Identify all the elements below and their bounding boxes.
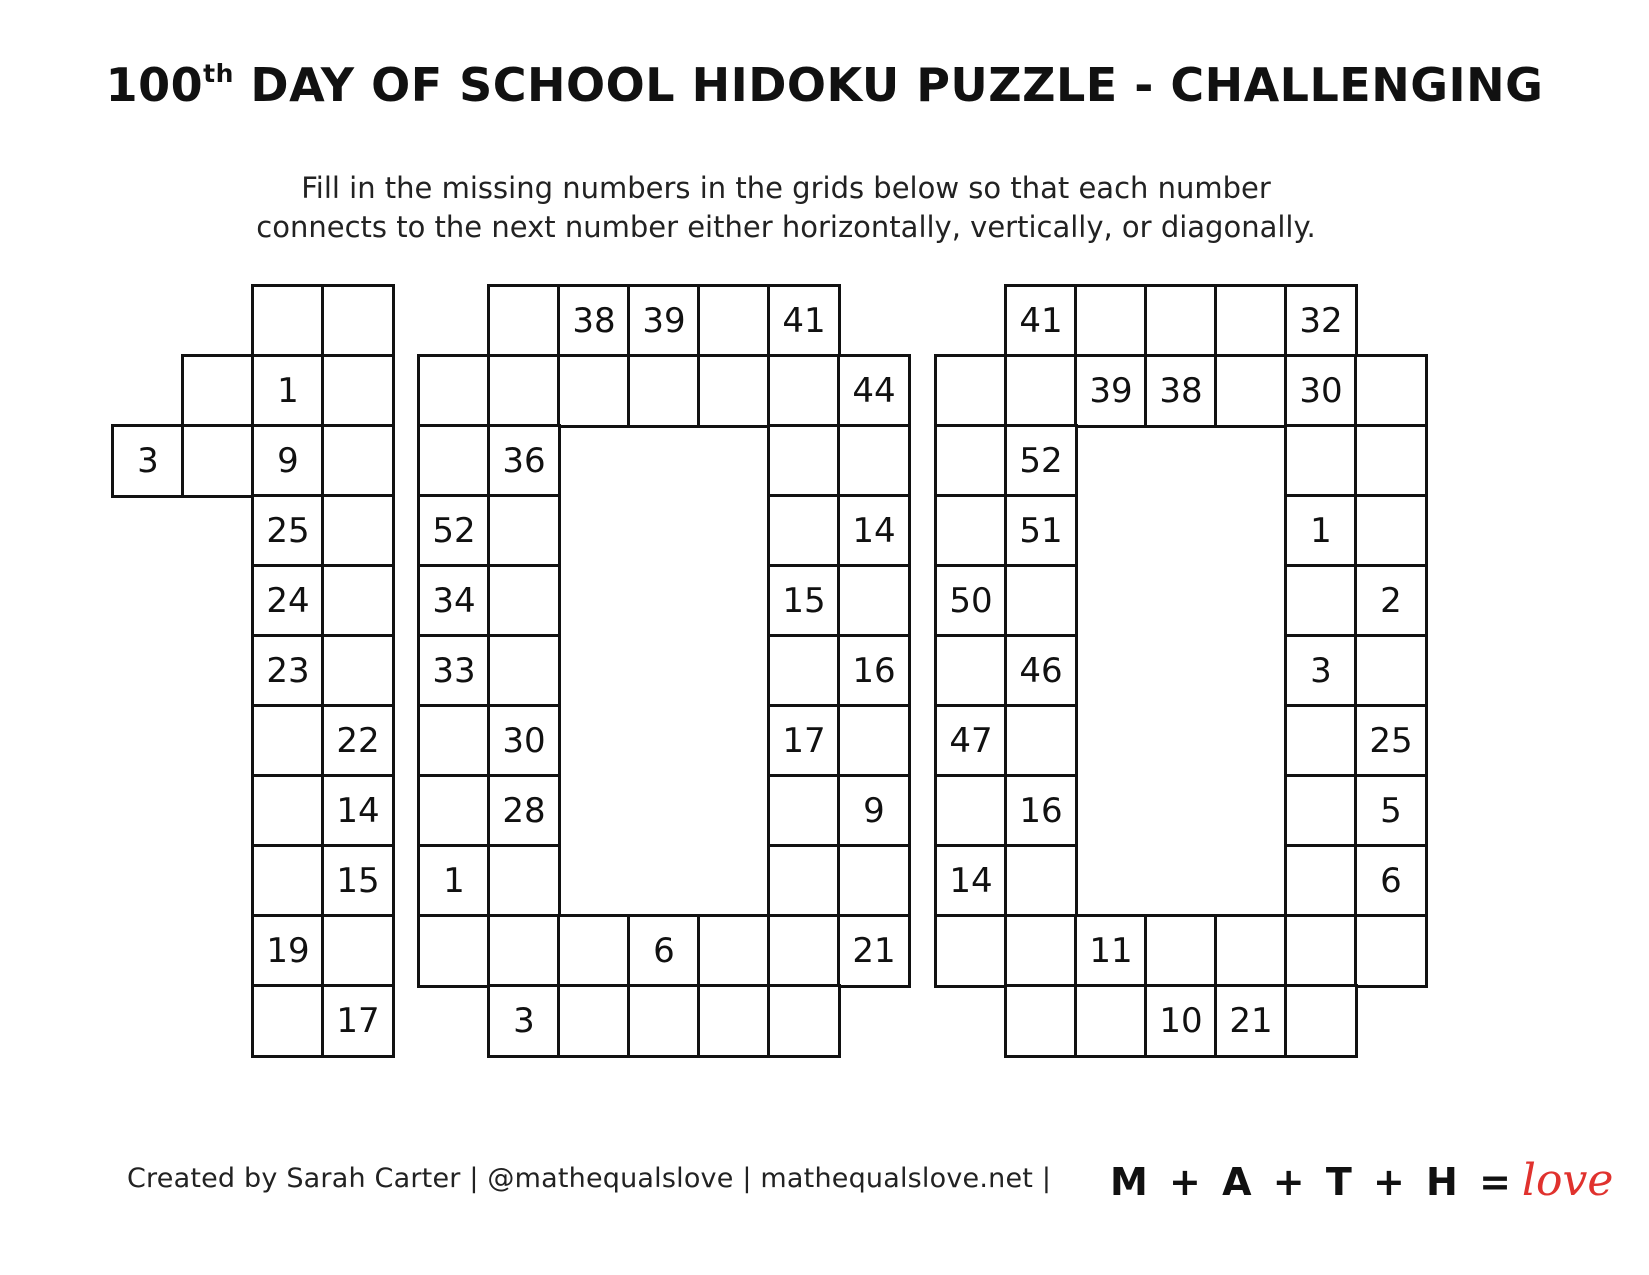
given-number-cell: 50 [934, 564, 1008, 638]
given-number-cell: 30 [487, 704, 561, 778]
blank-cell[interactable] [1004, 914, 1078, 988]
title-superscript: th [203, 58, 234, 88]
given-number-cell: 46 [1004, 634, 1078, 708]
given-number-cell: 14 [321, 774, 395, 848]
blank-cell[interactable] [1284, 774, 1358, 848]
given-number-cell: 34 [417, 564, 491, 638]
given-number-cell: 14 [934, 844, 1008, 918]
given-number-cell: 28 [487, 774, 561, 848]
given-number-cell: 6 [1354, 844, 1428, 918]
blank-cell[interactable] [1004, 844, 1078, 918]
given-number-cell: 15 [321, 844, 395, 918]
blank-cell[interactable] [1354, 634, 1428, 708]
given-number-cell: 39 [627, 284, 701, 358]
blank-cell[interactable] [1214, 914, 1288, 988]
blank-cell[interactable] [1004, 984, 1078, 1058]
given-number-cell: 33 [417, 634, 491, 708]
title-prefix: 100 [105, 58, 204, 112]
given-number-cell: 38 [1144, 354, 1218, 428]
blank-cell[interactable] [1354, 914, 1428, 988]
given-number-cell: 23 [251, 634, 325, 708]
blank-cell[interactable] [934, 634, 1008, 708]
blank-cell[interactable] [1144, 284, 1218, 358]
given-number-cell: 10 [1144, 984, 1218, 1058]
logo-love-text: love [1521, 1154, 1614, 1206]
blank-cell[interactable] [1144, 914, 1218, 988]
given-number-cell: 17 [321, 984, 395, 1058]
blank-cell[interactable] [1284, 914, 1358, 988]
given-number-cell: 1 [417, 844, 491, 918]
given-number-cell: 51 [1004, 494, 1078, 568]
given-number-cell: 52 [1004, 424, 1078, 498]
given-number-cell: 38 [557, 284, 631, 358]
blank-cell[interactable] [1004, 354, 1078, 428]
blank-cell[interactable] [934, 494, 1008, 568]
blank-cell[interactable] [1284, 844, 1358, 918]
given-number-cell: 1 [1284, 494, 1358, 568]
given-number-cell: 41 [767, 284, 841, 358]
title-rest: DAY OF SCHOOL HIDOKU PUZZLE - CHALLENGING [233, 58, 1544, 112]
given-number-cell: 15 [767, 564, 841, 638]
blank-cell[interactable] [1074, 984, 1148, 1058]
given-number-cell: 32 [1284, 284, 1358, 358]
blank-cell[interactable] [1004, 704, 1078, 778]
blank-cell[interactable] [1354, 424, 1428, 498]
given-number-cell: 1 [251, 354, 325, 428]
given-number-cell: 11 [1074, 914, 1148, 988]
given-number-cell: 44 [837, 354, 911, 428]
given-number-cell: 3 [487, 984, 561, 1058]
given-number-cell: 25 [251, 494, 325, 568]
given-number-cell: 47 [934, 704, 1008, 778]
given-number-cell: 17 [767, 704, 841, 778]
given-number-cell: 30 [1284, 354, 1358, 428]
blank-cell[interactable] [1354, 354, 1428, 428]
blank-cell[interactable] [1284, 564, 1358, 638]
blank-cell[interactable] [1284, 424, 1358, 498]
given-number-cell: 2 [1354, 564, 1428, 638]
footer-credits: Created by Sarah Carter | @mathequalslove | mathequalslove.net | [127, 1163, 1052, 1194]
given-number-cell: 16 [1004, 774, 1078, 848]
blank-cell[interactable] [1354, 494, 1428, 568]
blank-cell[interactable] [934, 914, 1008, 988]
given-number-cell: 25 [1354, 704, 1428, 778]
blank-cell[interactable] [1074, 284, 1148, 358]
given-number-cell: 22 [321, 704, 395, 778]
given-number-cell: 9 [251, 424, 325, 498]
blank-cell[interactable] [1214, 354, 1288, 428]
given-number-cell: 52 [417, 494, 491, 568]
given-number-cell: 19 [251, 914, 325, 988]
instructions-line-1: Fill in the missing numbers in the grids below so that each number [301, 171, 1271, 205]
logo-math-text: M + A + T + H = [1110, 1160, 1512, 1204]
given-number-cell: 21 [1214, 984, 1288, 1058]
math-equals-love-logo [1110, 1152, 1613, 1212]
given-number-cell: 3 [111, 424, 185, 498]
given-number-cell: 21 [837, 914, 911, 988]
given-number-cell: 39 [1074, 354, 1148, 428]
given-number-cell: 3 [1284, 634, 1358, 708]
blank-cell[interactable] [934, 424, 1008, 498]
given-number-cell: 6 [627, 914, 701, 988]
given-number-cell: 9 [837, 774, 911, 848]
given-number-cell: 16 [837, 634, 911, 708]
blank-cell[interactable] [1214, 284, 1288, 358]
blank-cell[interactable] [934, 354, 1008, 428]
instructions-line-2: connects to the next number either horizontally, vertically, or diagonally. [256, 210, 1316, 244]
blank-cell[interactable] [1284, 984, 1358, 1058]
given-number-cell: 24 [251, 564, 325, 638]
given-number-cell: 36 [487, 424, 561, 498]
blank-cell[interactable] [1284, 704, 1358, 778]
given-number-cell: 5 [1354, 774, 1428, 848]
blank-cell[interactable] [1004, 564, 1078, 638]
given-number-cell: 14 [837, 494, 911, 568]
blank-cell[interactable] [934, 774, 1008, 848]
given-number-cell: 41 [1004, 284, 1078, 358]
